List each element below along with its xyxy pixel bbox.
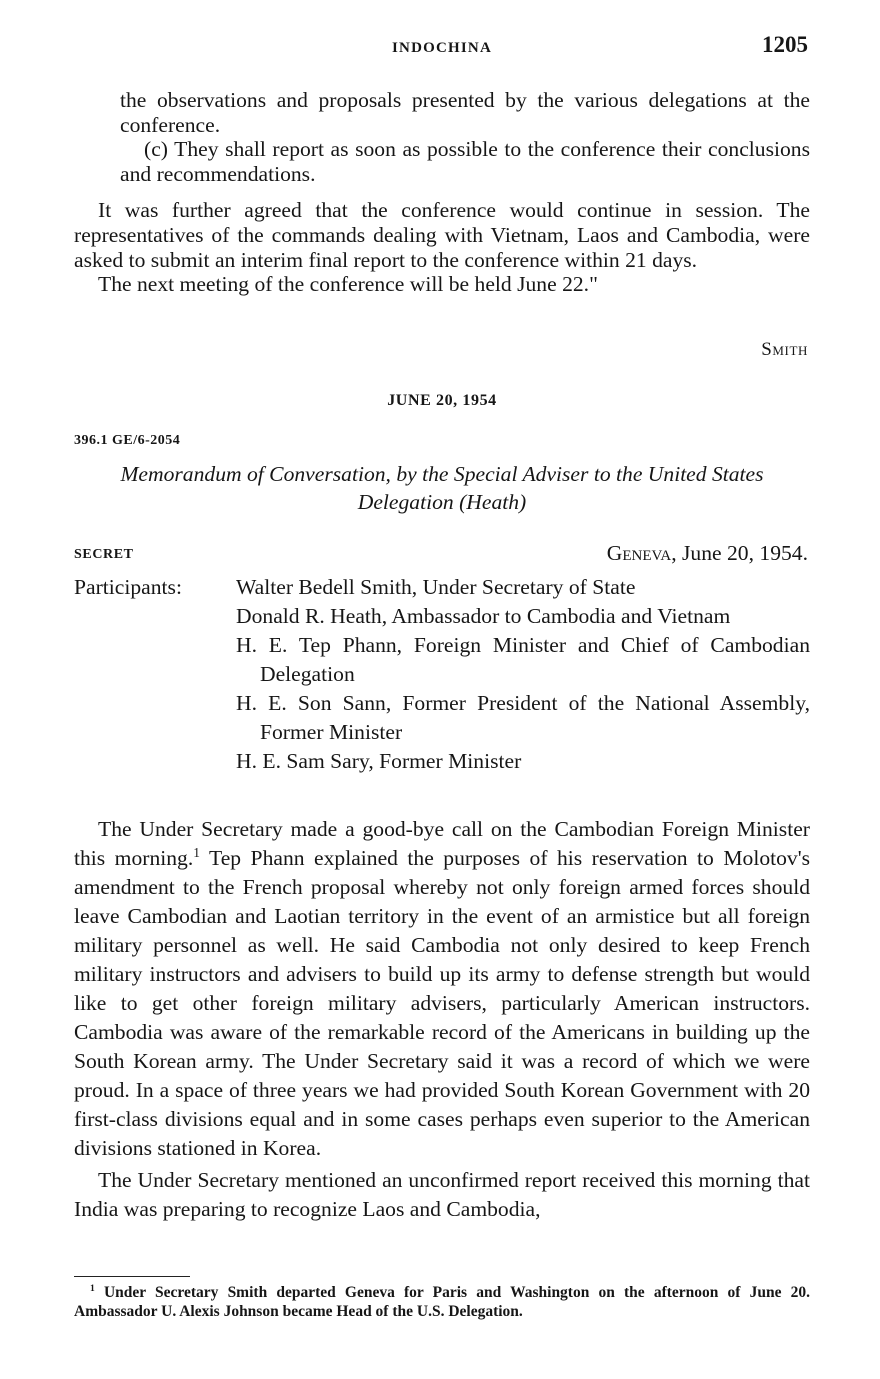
body-paragraph-1-start: The Under Secretary made a good-bye call on the Cambodian Foreign Minister this morning.: [74, 817, 810, 870]
footnote-reference: 1: [193, 844, 200, 860]
signature: Smith: [761, 339, 808, 360]
dateline: [607, 541, 808, 566]
body-paragraph-2: The Under Secretary mentioned an unconfirmed report received this morning that India was preparing to recognize Laos and Cambodia,: [74, 1168, 810, 1221]
page-header: [74, 30, 810, 70]
footnote-rule: [74, 1276, 190, 1277]
continuation-paragraph-4: The next meeting of the conference will be held June 22.": [98, 272, 598, 297]
page-number: 1205: [762, 32, 808, 57]
running-head: INDOCHINA: [392, 40, 492, 56]
memo-body: [74, 815, 810, 1224]
participant-item: H. E. Tep Phann, Foreign Minister and Chief of Cambodian Delegation: [236, 633, 810, 686]
continuation-paragraph-3: It was further agreed that the conference would continue in session. The representatives of the commands dealing with Vietnam, Laos and Cambodia, were asked to submit an interim final report to the conference within 21 days.: [74, 198, 810, 272]
continuation-paragraph-1: the observations and proposals presented by the various delegations at the conference.: [120, 88, 810, 137]
file-number: 396.1 GE/6-2054: [74, 433, 181, 448]
participant-item: Donald R. Heath, Ambassador to Cambodia and Vietnam: [236, 604, 731, 628]
participants-label: Participants:: [74, 575, 182, 599]
continuation-block: [74, 88, 810, 297]
classification-label: SECRET: [74, 547, 134, 562]
footnote-marker: 1: [90, 1282, 95, 1294]
participant-item: H. E. Son Sann, Former President of the National Assembly, Former Minister: [236, 691, 810, 744]
body-paragraph-1-rest: Tep Phann explained the purposes of his reservation to Molotov's amendment to the French proposal whereby not only foreign armed forces should leave Cambodian and Laotian territory in the event of an armistice but all foreign military personnel as well. He said Cambodia not only desired to keep French military instructors and advisers to build up its army to defense strength but would like to get other foreign military advisers, particularly American instructors. Cambodia was aware of the remarkable record of the Americans in building up the South Korean army. The Under Secretary said it was a record of which we were proud. In a space of three years we had provided South Korean Government with 20 first-class divisions equal and in some cases perhaps even superior to the American divisions stationed in Korea.: [74, 846, 810, 1160]
dateline-place: Geneva: [606, 541, 672, 565]
participants-list: [236, 573, 810, 776]
continuation-paragraph-2: (c) They shall report as soon as possible to the conference their conclusions and recommendations.: [120, 137, 810, 186]
date-heading: JUNE 20, 1954: [387, 392, 497, 409]
dateline-date: , June 20, 1954.: [671, 541, 808, 565]
participant-item: H. E. Sam Sary, Former Minister: [236, 749, 522, 773]
footnote-text: Under Secretary Smith departed Geneva for Paris and Washington on the afternoon of June 20. Ambassador U. Alexis Johnson became Head of the U.S. Delegation.: [74, 1284, 810, 1320]
footnote: [74, 1283, 810, 1321]
body-paragraph-1: [74, 815, 810, 1163]
document-page: [74, 0, 810, 1379]
participant-item: Walter Bedell Smith, Under Secretary of State: [236, 575, 636, 599]
memo-title: Memorandum of Conversation, by the Special Adviser to the United States Delegation (Heath): [120, 462, 764, 514]
